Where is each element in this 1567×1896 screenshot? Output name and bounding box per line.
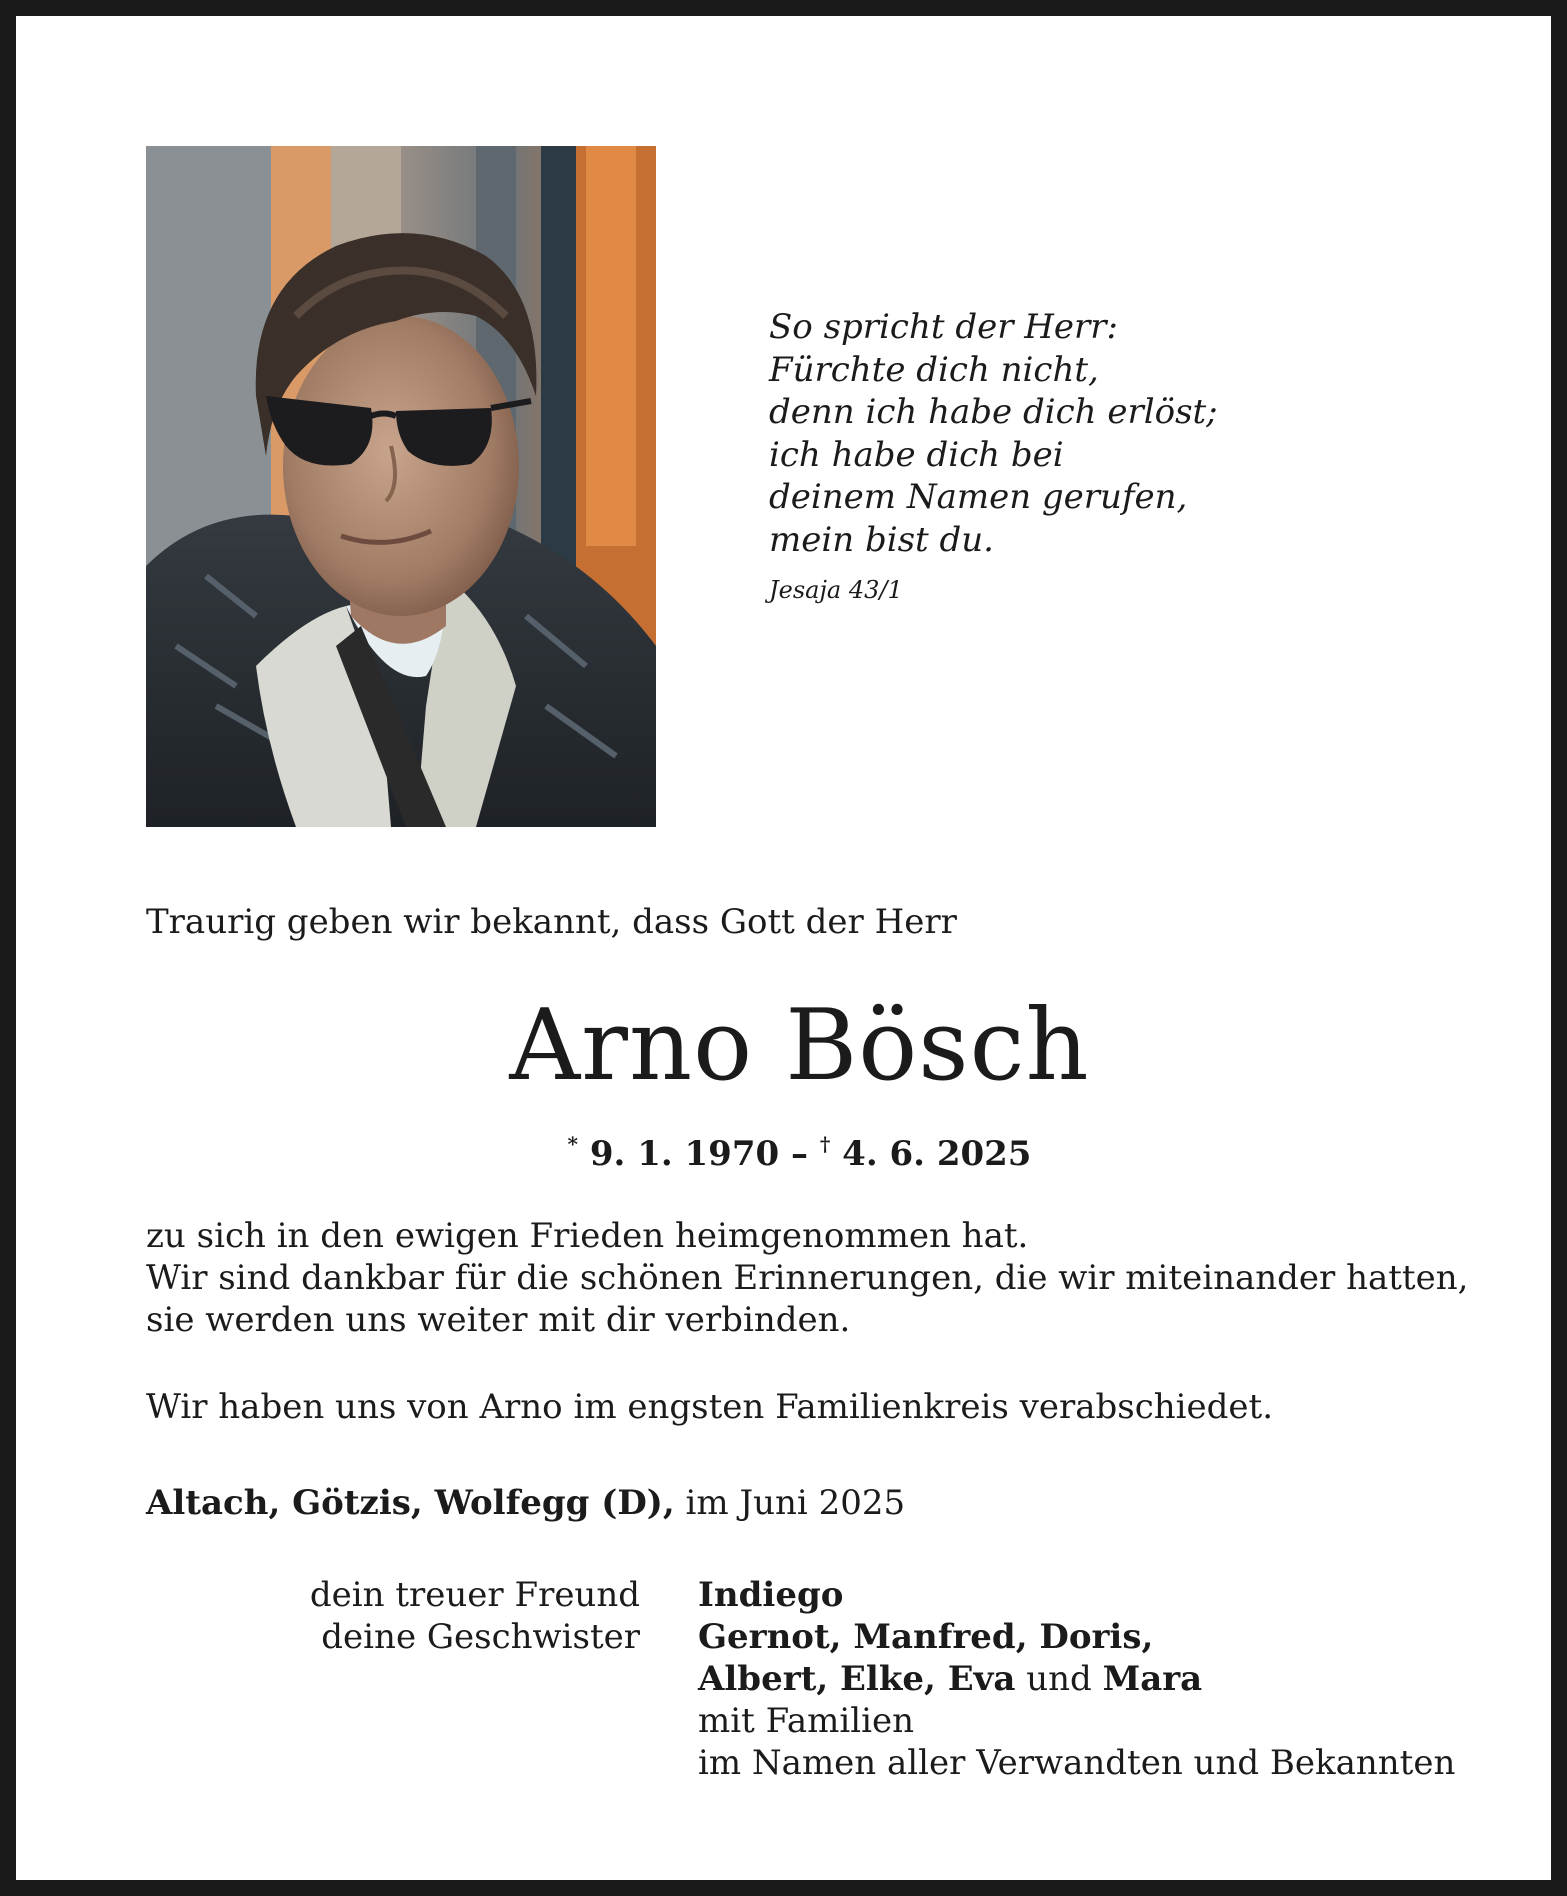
date: im Juni 2025: [685, 1483, 906, 1523]
verse-line: So spricht der Herr:: [769, 307, 1118, 347]
date-separator: –: [791, 1134, 808, 1174]
intro-text: Traurig geben wir bekannt, dass Gott der Herr: [146, 902, 957, 942]
relatives-line: im Namen aller Verwandten und Bekannten: [698, 1743, 1456, 1783]
verse-line: ich habe dich bei: [769, 434, 1064, 475]
siblings-last-name: Mara: [1102, 1659, 1203, 1699]
body-line: zu sich in den ewigen Frieden heimgenommen hat.: [146, 1216, 1029, 1256]
families-line: mit Familien: [698, 1701, 915, 1741]
places: Altach, Götzis, Wolfegg (D),: [146, 1483, 675, 1523]
siblings-line-1: Gernot, Manfred, Doris,: [698, 1617, 1154, 1657]
friend-label: dein treuer Freund: [309, 1575, 640, 1615]
farewell-text: Wir haben uns von Arno im engsten Familienkreis verabschiedet.: [146, 1387, 1273, 1427]
verse-line: deinem Namen gerufen,: [769, 477, 1188, 517]
bible-verse: [769, 306, 1218, 605]
siblings-und: und: [1026, 1659, 1092, 1699]
verse-line: Fürchte dich nicht,: [769, 349, 1099, 390]
siblings-label: deine Geschwister: [321, 1617, 640, 1657]
birth-date: 9. 1. 1970: [589, 1134, 780, 1174]
mourners-labels: [310, 1574, 640, 1658]
life-dates: [16, 1121, 1567, 1177]
deceased-name: Arno Bösch: [509, 989, 1090, 1103]
portrait-photo: [146, 146, 656, 827]
siblings-line-2-names: Albert, Elke, Eva: [698, 1659, 1016, 1699]
portrait-illustration: [146, 146, 656, 827]
birth-symbol: *: [567, 1132, 579, 1156]
mourners-names: [698, 1574, 1455, 1784]
body-line: sie werden uns weiter mit dir verbinden.: [146, 1300, 851, 1340]
place-date: [146, 1481, 905, 1525]
verse-reference: Jesaja 43/1: [769, 576, 903, 604]
announcement-body: [146, 1215, 1468, 1341]
death-date: 4. 6. 2025: [842, 1134, 1032, 1174]
death-symbol: †: [819, 1132, 831, 1156]
body-line: Wir sind dankbar für die schönen Erinnerungen, die wir miteinander hatten,: [146, 1258, 1469, 1298]
verse-line: denn ich habe dich erlöst;: [769, 392, 1218, 432]
friend-name: Indiego: [698, 1575, 844, 1615]
verse-line: mein bist du.: [769, 519, 994, 560]
